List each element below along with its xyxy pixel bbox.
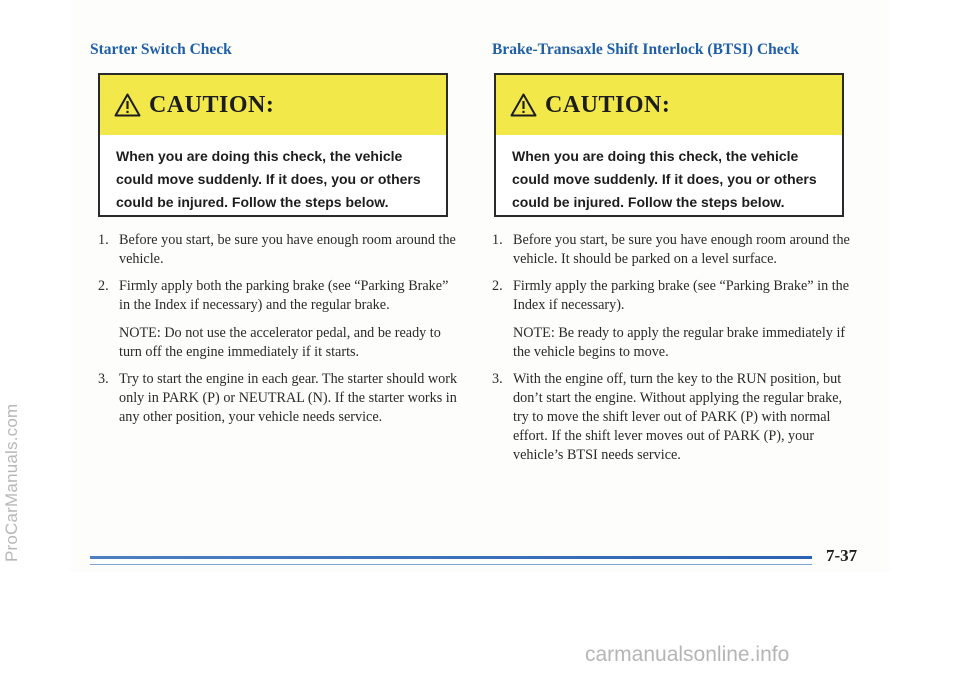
step-number: 2. — [98, 278, 109, 294]
caution-heading: CAUTION: — [149, 91, 275, 118]
list-item — [98, 277, 458, 362]
steps-list-left — [98, 231, 458, 435]
step-number: 1. — [492, 232, 503, 248]
list-item — [98, 370, 458, 427]
footer-rule — [90, 556, 812, 559]
step-text: With the engine off, turn the key to the RUN position, but don’t start the engine. Without applying the regular brake, try to move the shift lever out of PARK (P) with normal effort. If the shift lever moves out of PARK (P), your vehicle’s BTSI needs service. — [513, 371, 843, 463]
step-number: 1. — [98, 232, 109, 248]
warning-triangle-icon — [510, 93, 537, 117]
step-text: Try to start the engine in each gear. The starter should work only in PARK (P) or NEUTRAL (N). If the starter works in any other position, your vehicle needs service. — [119, 371, 458, 425]
section-title-starter-switch: Starter Switch Check — [90, 41, 232, 58]
step-text: Before you start, be sure you have enough room around the vehicle. — [119, 232, 456, 267]
step-note: NOTE: Be ready to apply the regular brake immediately if the vehicle begins to move. — [513, 325, 846, 360]
caution-box-right — [494, 73, 844, 217]
caution-band — [496, 75, 842, 135]
list-item — [98, 231, 458, 269]
list-item — [492, 277, 852, 362]
step-text: Firmly apply both the parking brake (see “Parking Brake” in the Index if necessary) and the regular brake. — [119, 278, 449, 313]
side-watermark: ProCarManuals.com — [2, 403, 21, 562]
caution-text: When you are doing this check, the vehicle could move suddenly. If it does, you or others could be injured. Follow the steps below. — [116, 148, 421, 210]
step-text: Before you start, be sure you have enough room around the vehicle. It should be parked on a level surface. — [513, 232, 850, 267]
step-number: 3. — [98, 371, 109, 387]
footer-rule-thin — [90, 564, 812, 565]
site-watermark: carmanualsonline.info — [585, 643, 790, 666]
warning-triangle-icon — [114, 93, 141, 117]
step-note: NOTE: Do not use the accelerator pedal, and be ready to turn off the engine immediately if it starts. — [119, 325, 441, 360]
step-text: Firmly apply the parking brake (see “Parking Brake” in the Index if necessary). — [513, 278, 850, 313]
caution-heading: CAUTION: — [545, 91, 671, 118]
list-item — [492, 370, 852, 465]
list-item — [492, 231, 852, 269]
step-number: 3. — [492, 371, 503, 387]
caution-band — [100, 75, 446, 135]
section-title-btsi-check: Brake-Transaxle Shift Interlock (BTSI) Check — [492, 41, 800, 58]
step-number: 2. — [492, 278, 503, 294]
steps-list-right — [492, 231, 852, 473]
caution-text: When you are doing this check, the vehicle could move suddenly. If it does, you or others could be injured. Follow the steps below. — [512, 148, 817, 210]
caution-box-left — [98, 73, 448, 217]
page-number: 7-37 — [826, 546, 858, 565]
